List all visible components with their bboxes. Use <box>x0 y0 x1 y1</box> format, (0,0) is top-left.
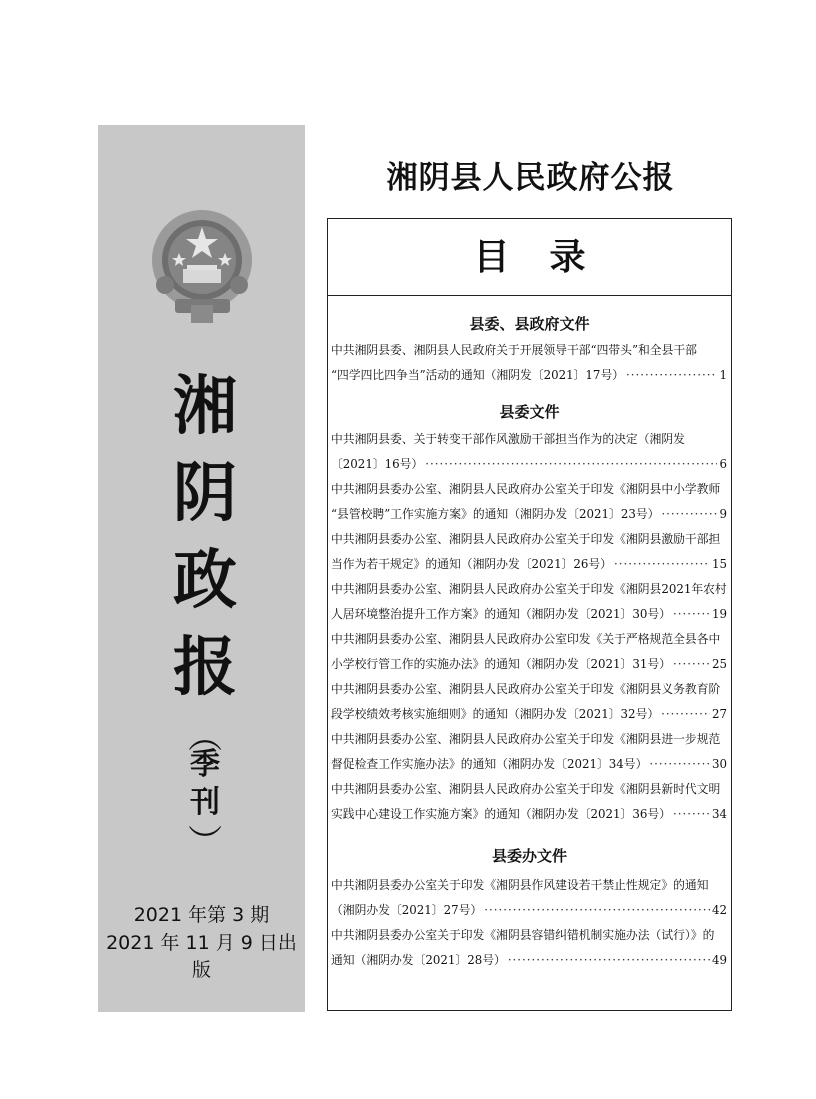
page-number: 25 <box>711 657 727 671</box>
page-title: 湘阴县人民政府公报 <box>386 160 675 196</box>
entry-title-line1: 中共湘阴县委办公室、湘阴县人民政府办公室关于印发《湘阴县激励干部担 <box>331 532 721 546</box>
entry-title-line1: 中共湘阴县委办公室、湘阴县人民政府办公室关于印发《湘阴县中小学教师 <box>331 482 721 496</box>
issue-number: 2021 年第 3 期 <box>133 904 270 926</box>
toc-entry[interactable] <box>331 627 727 677</box>
page-number: 27 <box>711 707 727 721</box>
entry-title-line2: “四学四比四争当”活动的通知（湘阴发〔2021〕17号） <box>331 368 625 382</box>
leader-dots <box>649 752 710 777</box>
leader-dots <box>673 652 710 677</box>
publish-date: 2021 年 11 月 9 日出版 <box>106 932 297 981</box>
page-number: 42 <box>711 903 727 917</box>
toc-entry[interactable] <box>331 338 727 388</box>
toc-entry[interactable] <box>331 527 727 577</box>
section-title: 县委文件 <box>499 403 560 421</box>
toc-entry[interactable] <box>331 923 727 973</box>
toc-entry[interactable] <box>331 577 727 627</box>
entry-title-line1: 中共湘阴县委、湘阴县人民政府关于开展领导干部“四带头”和全县干部 <box>331 343 697 357</box>
entry-title-line1: 中共湘阴县委办公室、湘阴县人民政府办公室关于印发《湘阴县义务教育阶 <box>331 682 721 696</box>
entry-title-line1: 中共湘阴县委办公室、湘阴县人民政府办公室关于印发《湘阴县进一步规范 <box>331 732 721 746</box>
gazette-name-char: 政 <box>173 544 237 618</box>
table-of-contents <box>327 218 732 1011</box>
page-number: 15 <box>711 557 727 571</box>
leader-dots <box>508 948 710 973</box>
page-number: 19 <box>711 607 727 621</box>
entry-title-line2: 小学校行管工作的实施办法》的通知（湘阴办发〔2021〕31号） <box>331 657 671 671</box>
entry-title-line1: 中共湘阴县委办公室、湘阴县人民政府办公室印发《关于严格规范全县各中 <box>331 632 721 646</box>
entry-title-line2: 人居环境整治提升工作方案》的通知（湘阴办发〔2021〕30号） <box>331 607 671 621</box>
page-number: 34 <box>711 807 727 821</box>
leader-dots <box>661 702 710 727</box>
entry-title-line2: 通知（湘阴办发〔2021〕28号） <box>331 953 506 967</box>
leader-dots <box>626 363 717 388</box>
entry-title-line1: 中共湘阴县委办公室、湘阴县人民政府办公室关于印发《湘阴县新时代文明 <box>331 782 721 796</box>
entry-title-line2: 〔2021〕16号） <box>331 457 424 471</box>
open-paren: （ <box>183 718 223 752</box>
entry-title-line1: 中共湘阴县委办公室关于印发《湘阴县容错纠错机制实施办法（试行）》的 <box>331 928 715 942</box>
page-number: 6 <box>719 457 727 471</box>
toc-entry[interactable] <box>331 477 727 527</box>
close-paren: ） <box>183 824 223 858</box>
leader-dots <box>673 802 710 827</box>
entry-title-line2: 实践中心建设工作实施方案》的通知（湘阴办发〔2021〕36号） <box>331 807 671 821</box>
quarterly-label <box>180 720 230 856</box>
quarterly-char: 季 <box>190 747 220 782</box>
toc-entry[interactable] <box>331 677 727 727</box>
section-title: 县委办文件 <box>491 847 567 865</box>
toc-entry[interactable] <box>331 727 727 777</box>
toc-heading: 目录 <box>328 219 731 296</box>
quarterly-char: 刊 <box>190 785 220 820</box>
page-number: 30 <box>711 757 727 771</box>
gazette-name-char: 湘 <box>173 370 237 444</box>
gazette-name-char: 报 <box>173 631 237 705</box>
national-emblem-icon <box>145 205 260 327</box>
page-number: 49 <box>711 953 727 967</box>
entry-title-line2: “县管校聘”工作实施方案》的通知（湘阴办发〔2021〕23号） <box>331 507 660 521</box>
leader-dots <box>673 602 710 627</box>
leader-dots <box>425 452 717 477</box>
entry-title-line2: （湘阴办发〔2021〕27号） <box>331 903 483 917</box>
entry-title-line2: 段学校绩效考核实施细则》的通知（湘阴办发〔2021〕32号） <box>331 707 660 721</box>
leader-dots <box>661 502 717 527</box>
leader-dots <box>484 898 710 923</box>
toc-entry[interactable] <box>331 777 727 827</box>
leader-dots <box>614 552 710 577</box>
entry-title-line1: 中共湘阴县委办公室关于印发《湘阴县作风建设若干禁止性规定》的通知 <box>331 878 709 892</box>
entry-title-line2: 督促检查工作实施办法》的通知（湘阴办发〔2021〕34号） <box>331 757 648 771</box>
gazette-name-char: 阴 <box>173 457 237 531</box>
page-number: 1 <box>719 368 727 382</box>
entry-title-line1: 中共湘阴县委办公室、湘阴县人民政府办公室关于印发《湘阴县2021年农村 <box>331 582 727 596</box>
toc-entry[interactable] <box>331 873 727 923</box>
section-title: 县委、县政府文件 <box>469 315 590 333</box>
toc-entry[interactable] <box>331 427 727 477</box>
page-number: 9 <box>719 507 727 521</box>
entry-title-line2: 当作为若干规定》的通知（湘阴办发〔2021〕26号） <box>331 557 612 571</box>
entry-title-line1: 中共湘阴县委、关于转变干部作风激励干部担当作为的决定（湘阴发 <box>331 432 685 446</box>
